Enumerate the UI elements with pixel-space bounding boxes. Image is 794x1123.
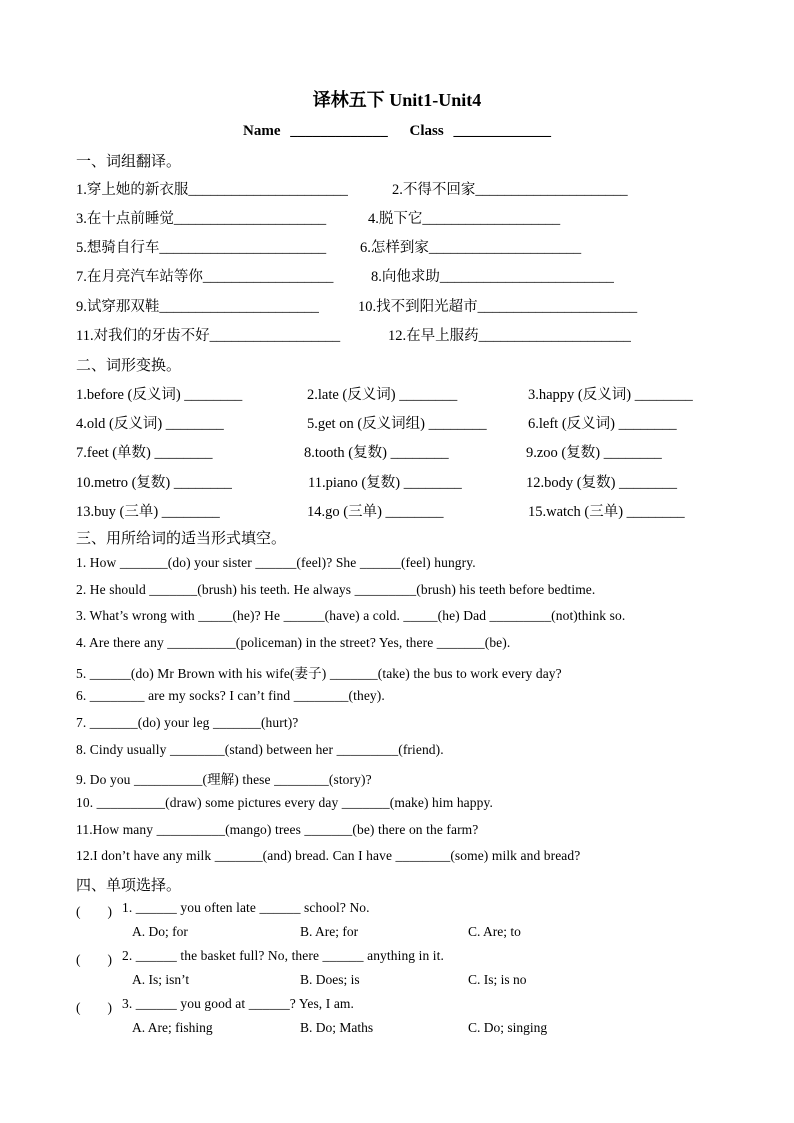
s3-item-1: 1. How _______(do) your sister ______(feel)? She ______(feel) hungry. [76, 555, 476, 570]
section4-heading: 四、单项选择。 [76, 878, 182, 894]
s3-item-3: 3. What’s wrong with _____(he)? He ______(have) a cold. _____(he) Dad _________(not)think so. [76, 608, 626, 623]
s1-item-11: 11.对我们的牙齿不好__________________ [76, 328, 341, 344]
s1-item-2: 2.不得不回家_____________________ [392, 182, 628, 198]
s3-item-6: 6. ________ are my socks? I can’t find ________(they). [76, 688, 385, 703]
s1-item-3: 3.在十点前睡觉_____________________ [76, 211, 327, 227]
s2-item-14: 14.go (三单) ________ [307, 504, 444, 520]
s2-item-3: 3.happy (反义词) ________ [528, 387, 693, 403]
answer-paren[interactable]: ( ) [76, 952, 112, 967]
q2-option-a: A. Is; isn’t [132, 972, 190, 987]
s2-item-4: 4.old (反义词) ________ [76, 416, 224, 432]
q3-option-a: A. Are; fishing [132, 1020, 213, 1035]
class-label: Class [409, 123, 444, 139]
s2-item-12: 12.body (复数) ________ [526, 475, 678, 491]
q1-option-b: B. Are; for [300, 924, 359, 939]
answer-paren[interactable]: ( ) [76, 1000, 112, 1015]
s2-item-13: 13.buy (三单) ________ [76, 504, 220, 520]
s2-item-10: 10.metro (复数) ________ [76, 475, 232, 491]
q3-stem: 3. ______ you good at ______? Yes, I am. [122, 996, 354, 1011]
s1-item-9: 9.试穿那双鞋______________________ [76, 299, 319, 315]
s1-item-6: 6.怎样到家_____________________ [360, 240, 582, 256]
q1-option-c: C. Are; to [468, 924, 521, 939]
section3-heading: 三、用所给词的适当形式填空。 [76, 531, 287, 547]
s2-item-5: 5.get on (反义词组) ________ [307, 416, 487, 432]
answer-paren[interactable]: ( ) [76, 904, 112, 919]
s3-item-8: 8. Cindy usually ________(stand) between her _________(friend). [76, 742, 444, 757]
s3-item-5: 5. ______(do) Mr Brown with his wife(妻子) _______(take) the bus to work every day? [76, 666, 562, 681]
name-label: Name [243, 123, 281, 139]
s1-item-5: 5.想骑自行车_______________________ [76, 240, 327, 256]
s2-item-11: 11.piano (复数) ________ [308, 475, 462, 491]
s3-item-4: 4. Are there any __________(policeman) in the street? Yes, there _______(be). [76, 635, 511, 650]
s2-item-1: 1.before (反义词) ________ [76, 387, 243, 403]
q2-option-b: B. Does; is [300, 972, 360, 987]
section1-heading: 一、词组翻译。 [76, 154, 182, 170]
class-blank[interactable]: _____________ [453, 123, 551, 139]
s3-item-9: 9. Do you __________(理解) these ________(story)? [76, 772, 372, 787]
s1-item-10: 10.找不到阳光超市______________________ [358, 299, 638, 315]
s3-item-2: 2. He should _______(brush) his teeth. He always _________(brush) his teeth before bedtime. [76, 582, 596, 597]
q1-stem: 1. ______ you often late ______ school? No. [122, 900, 370, 915]
s1-item-8: 8.向他求助________________________ [371, 269, 614, 285]
q2-stem: 2. ______ the basket full? No, there ______ anything in it. [122, 948, 444, 963]
s3-item-12: 12.I don’t have any milk _______(and) bread. Can I have ________(some) milk and bread? [76, 848, 581, 863]
s1-item-1: 1.穿上她的新衣服______________________ [76, 182, 348, 198]
s2-item-6: 6.left (反义词) ________ [528, 416, 677, 432]
s2-item-15: 15.watch (三单) ________ [528, 504, 685, 520]
s1-item-7: 7.在月亮汽车站等你__________________ [76, 269, 334, 285]
name-blank[interactable]: _____________ [290, 123, 388, 139]
q1-option-a: A. Do; for [132, 924, 188, 939]
s2-item-8: 8.tooth (复数) ________ [304, 445, 449, 461]
s1-item-4: 4.脱下它___________________ [368, 211, 561, 227]
q2-option-c: C. Is; is no [468, 972, 527, 987]
section2-heading: 二、词形变换。 [76, 358, 182, 374]
s2-item-2: 2.late (反义词) ________ [307, 387, 458, 403]
s3-item-11: 11.How many __________(mango) trees _______(be) there on the farm? [76, 822, 479, 837]
q3-option-c: C. Do; singing [468, 1020, 548, 1035]
s1-item-12: 12.在早上服药_____________________ [388, 328, 631, 344]
q3-option-b: B. Do; Maths [300, 1020, 374, 1035]
s2-item-7: 7.feet (单数) ________ [76, 445, 213, 461]
s3-item-7: 7. _______(do) your leg _______(hurt)? [76, 715, 299, 730]
page-title: 译林五下 Unit1-Unit4 [312, 90, 482, 110]
name-class-line [0, 123, 794, 140]
s3-item-10: 10. __________(draw) some pictures every day _______(make) him happy. [76, 795, 493, 810]
s2-item-9: 9.zoo (复数) ________ [526, 445, 662, 461]
